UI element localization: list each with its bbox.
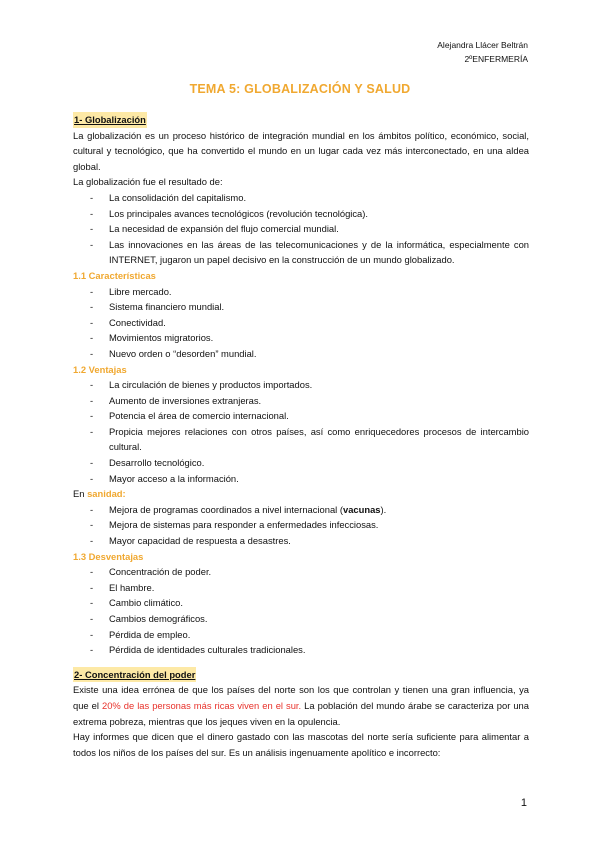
paragraph-text: Existe una idea errónea de que los países del norte son los que controlan y tienen una gran influencia, ya que el: [73, 684, 529, 711]
document-title: TEMA 5: GLOBALIZACIÓN Y SALUD: [189, 82, 411, 96]
highlighted-statistic: 20% de las personas más ricas viven en el sur.: [101, 699, 302, 711]
list-item: - Desarrollo tecnológico.: [73, 455, 529, 471]
advantages-heading: 1.2 Ventajas: [73, 363, 127, 375]
author-block: [437, 38, 528, 66]
health-intro: [73, 486, 529, 502]
disadvantages-list: [73, 564, 529, 658]
list-item: - Mejora de sistemas para responder a enfermedades infecciosas.: [73, 517, 529, 533]
section-2-heading: 2- Concentración del poder: [73, 667, 196, 683]
list-item: - Cambio climático.: [73, 595, 529, 611]
list-item: - Pérdida de empleo.: [73, 627, 529, 643]
list-item: - Conectividad.: [73, 315, 529, 331]
list-item: - Mayor capacidad de respuesta a desastres.: [73, 533, 529, 549]
section-2-paragraph-1: [73, 682, 529, 729]
characteristics-list: [73, 284, 529, 362]
health-item-text: ).: [380, 503, 387, 515]
section-1-heading: 1- Globalización: [73, 112, 147, 128]
list-item: - Propicia mejores relaciones con otros países, así como enriquecedores procesos de intercambio cultural.: [73, 424, 529, 455]
list-item: - Libre mercado.: [73, 284, 529, 300]
list-item: - Movimientos migratorios.: [73, 330, 529, 346]
section-1-intro: La globalización es un proceso histórico de integración mundial en los ámbitos político, económico, social, cultural y tecnológico, que ha convertido el mundo en un lugar cada vez más interconectado, en una aldea global.: [73, 129, 529, 172]
disadvantages-heading: 1.3 Desventajas: [73, 550, 144, 562]
list-item: - El hambre.: [73, 580, 529, 596]
health-prefix: En: [73, 488, 85, 500]
list-item: - La consolidación del capitalismo.: [73, 190, 529, 206]
document-body: [73, 112, 529, 760]
author-name: Alejandra Llácer Beltrán: [437, 40, 528, 50]
list-item: - Las innovaciones en las áreas de las telecomunicaciones y de la informática, especialmente con INTERNET, jugaron un papel decisivo en la construcción de un mundo globalizado.: [73, 237, 529, 268]
list-item: [73, 502, 529, 518]
page-number: 1: [520, 797, 527, 809]
list-item: - Los principales avances tecnológicos (revolución tecnológica).: [73, 206, 529, 222]
health-word: sanidad:: [87, 488, 126, 500]
list-item: - Concentración de poder.: [73, 564, 529, 580]
list-item: - La necesidad de expansión del flujo comercial mundial.: [73, 221, 529, 237]
section-gap: [73, 658, 529, 667]
advantages-list: [73, 377, 529, 486]
list-item: - Pérdida de identidades culturales tradicionales.: [73, 642, 529, 658]
health-item-text: Mejora de programas coordinados a nivel internacional (: [109, 503, 343, 515]
characteristics-heading: 1.1 Características: [73, 269, 156, 281]
list-item: - Sistema financiero mundial.: [73, 299, 529, 315]
list-item: - Nuevo orden o “desorden” mundial.: [73, 346, 529, 362]
vaccines-emphasis: vacunas: [342, 503, 381, 515]
health-list: [73, 502, 529, 549]
list-item: - Potencia el área de comercio internacional.: [73, 408, 529, 424]
section-2-paragraph-2: Hay informes que dicen que el dinero gastado con las mascotas del norte sería suficiente para alimentar a todos los niños de los países del sur. Es un análisis ingenuamente apolítico e incorrecto:: [73, 731, 529, 758]
list-item: - Mayor acceso a la información.: [73, 471, 529, 487]
results-list: [73, 190, 529, 268]
results-intro: La globalización fue el resultado de:: [73, 176, 223, 188]
paragraph-text: La población del mundo árabe se caracteriza por una extrema pobreza, mientras que los jeques viven en la opulencia.: [73, 699, 529, 727]
list-item: - Cambios demográficos.: [73, 611, 529, 627]
course-label: 2ºENFERMERÍA: [464, 54, 528, 64]
list-item: - Aumento de inversiones extranjeras.: [73, 393, 529, 409]
list-item: - La circulación de bienes y productos importados.: [73, 377, 529, 393]
